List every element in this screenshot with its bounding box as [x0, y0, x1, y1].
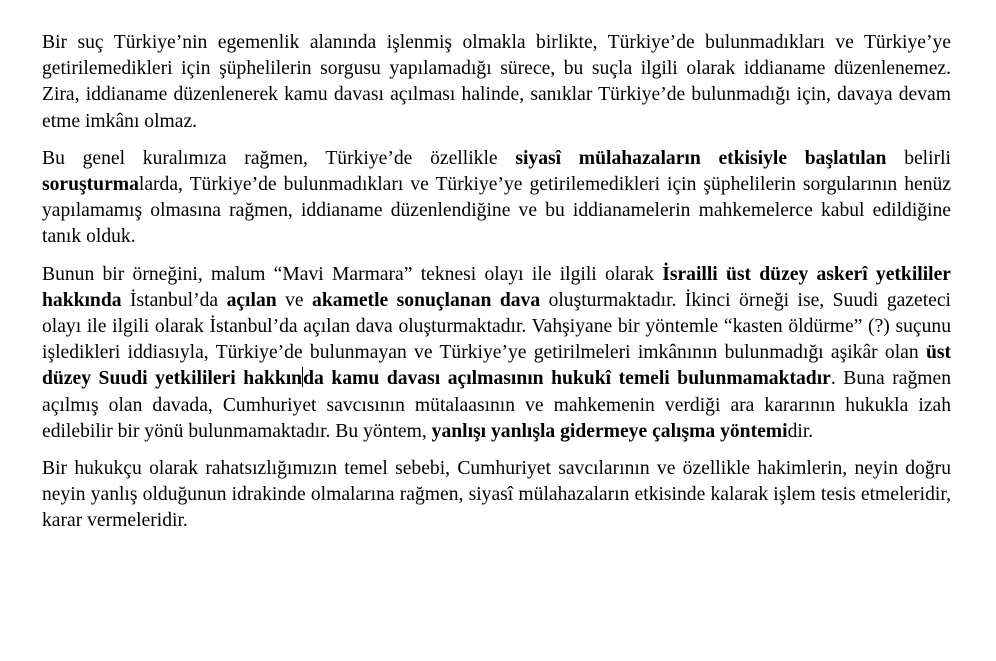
text-segment: Bir suç Türkiye’nin egemenlik alanında işlenmiş olmakla birlikte, Türkiye’de bulunmadıkları ve Türkiye’ye getirilemedikleri için şüphelilerin sorgusu yapılamadığı sürece, bu suçla ilgili olarak iddianame düzenlenemez. Zira, iddianame düzenlenerek kamu davası açılması halinde, sanıklar Türkiye’de bulunmadığı için, davaya devam etme imkânı olmaz. [42, 32, 951, 132]
bold-text-segment: da kamu davası açılmasının hukukî temeli bulunmamaktadır [303, 368, 831, 390]
paragraph-3 [42, 262, 951, 445]
text-segment: . Buna rağmen açılmış olan davada, Cumhuriyet savcısının mütalaasının ve mahkemenin verdiği ara kararının hukukla izah edilebilir bir yönü bulunmamaktadır. Bu yöntem, [42, 368, 951, 442]
document-body [42, 30, 951, 546]
text-segment: Bunun bir örneğini, malum “Mavi Marmara” teknesi olayı ile ilgili olarak [42, 263, 663, 285]
bold-text-segment: açılan [226, 289, 277, 311]
paragraph-1 [42, 30, 951, 135]
text-segment: Bir hukukçu olarak rahatsızlığımızın temel sebebi, Cumhuriyet savcılarının ve özellikle hakimlerin, neyin doğru neyin yanlış olduğunun idrakinde olmalarına rağmen, siyasî mülahazaların etkisinde kalarak işlem tesis etmeleridir, karar vermeleridir. [42, 458, 951, 532]
paragraph-2 [42, 146, 951, 251]
text-segment: larda, Türkiye’de bulunmadıkları ve Türkiye’ye getirilemedikleri için şüphelilerin sorgularının henüz yapılamamış olmasına rağmen, iddianame düzenlendiğine ve bu iddianamelerin mahkemelerce kabul edildiğine tanık olduk. [42, 174, 951, 248]
bold-text-segment: soruşturma [42, 174, 139, 196]
text-segment: oluşturmaktadır. İkinci örneği ise, Suudi gazeteci olayı ile ilgili olarak İstanbul’da açılan dava oluşturmaktadır. Vahşiyane bir yöntemle “kasten öldürme” (?) suçunu işledikleri iddiasıyla, Türkiye’de bulunmayan ve Türkiye’ye getirilmeleri imkânının bulunmadığı aşikâr olan [42, 289, 951, 364]
text-segment: belirli [886, 147, 951, 169]
bold-text-segment: İsrailli üst düzey askerî yetkililer hakkında [42, 263, 951, 311]
bold-text-segment: üst düzey Suudi yetkilileri hakkın [42, 342, 951, 390]
bold-text-segment: yanlışı yanlışla gidermeye çalışma yöntemi [431, 420, 788, 442]
text-segment: ve [276, 289, 313, 311]
text-segment: Bu genel kuralımıza rağmen, Türkiye’de özellikle [42, 147, 516, 169]
bold-text-segment: akametle sonuçlanan dava [312, 289, 541, 311]
text-segment: dir. [787, 420, 814, 442]
bold-text-segment: siyasî mülahazaların etkisiyle başlatılan [515, 147, 887, 169]
paragraph-4 [42, 456, 951, 535]
text-segment: İstanbul’da [121, 289, 227, 311]
